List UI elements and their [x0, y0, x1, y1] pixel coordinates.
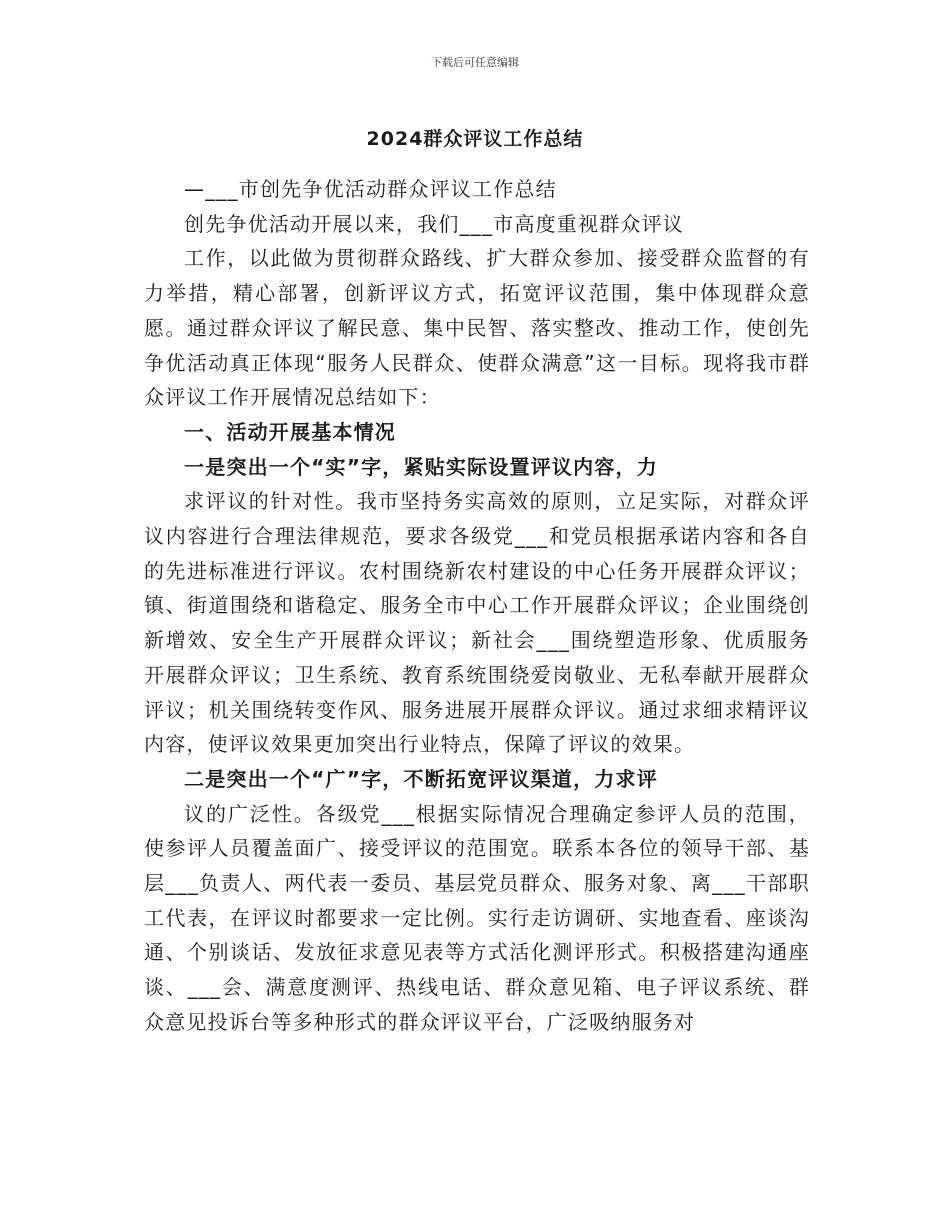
subheading-guang: 二是突出一个“广”字，不断拓宽评议渠道，力求评 — [184, 766, 658, 791]
header-note: 下载后可任意编辑 — [431, 56, 519, 69]
paragraph-intro-line: 创先争优活动开展以来，我们___市高度重视群众评议 — [184, 211, 684, 236]
paragraph-subtitle: —___市创先争优活动群众评议工作总结 — [184, 177, 557, 201]
document-title: 2024群众评议工作总结 — [366, 128, 584, 150]
subheading-shi: 一是突出一个“实”字，紧贴实际设置评议内容，力 — [184, 454, 658, 479]
section-heading-1: 一、活动开展基本情况 — [184, 419, 396, 444]
document-body — [144, 172, 810, 1040]
paragraph-guang-body: 议的广泛性。各级党___根据实际情况合理确定参评人员的范围，使参评人员覆盖面广、接受评议的范围宽。联系本各位的领导干部、基层___负责人、两代表一委员、基层党员群众、服务对象、离___干部职工代表，在评议时都要求一定比例。实行走访调研、实地查看、座谈沟通、个别谈话、发放征求意见表等方式活化测评形式。积极搭建沟通座谈、___会、满意度测评、热线电话、群众意见箱、电子评议系统、群众意见投诉台等多种形式的群众评议平台，广泛吸纳服务对 — [144, 801, 810, 1034]
paragraph-intro-body: 工作，以此做为贯彻群众路线、扩大群众参加、接受群众监督的有力举措，精心部署，创新评议方式，拓宽评议范围，集中体现群众意愿。通过群众评议了解民意、集中民智、落实整改、推动工作，使创先争优活动真正体现“服务人民群众、使群众满意”这一目标。现将我市群众评议工作开展情况总结如下： — [144, 246, 810, 410]
paragraph-shi-body: 求评议的针对性。我市坚持务实高效的原则，立足实际，对群众评议内容进行合理法律规范，要求各级党___和党员根据承诺内容和各自的先进标准进行评议。农村围绕新农村建设的中心任务开展群众评议；镇、街道围绕和谐稳定、服务全市中心工作开展群众评议；企业围绕创新增效、安全生产开展群众评议；新社会___围绕塑造形象、优质服务开展群众评议；卫生系统、教育系统围绕爱岗敬业、无私奉献开展群众评议；机关围绕转变作风、服务进展开展群众评议。通过求细求精评议内容，使评议效果更加突出行业特点，保障了评议的效果。 — [144, 489, 810, 757]
